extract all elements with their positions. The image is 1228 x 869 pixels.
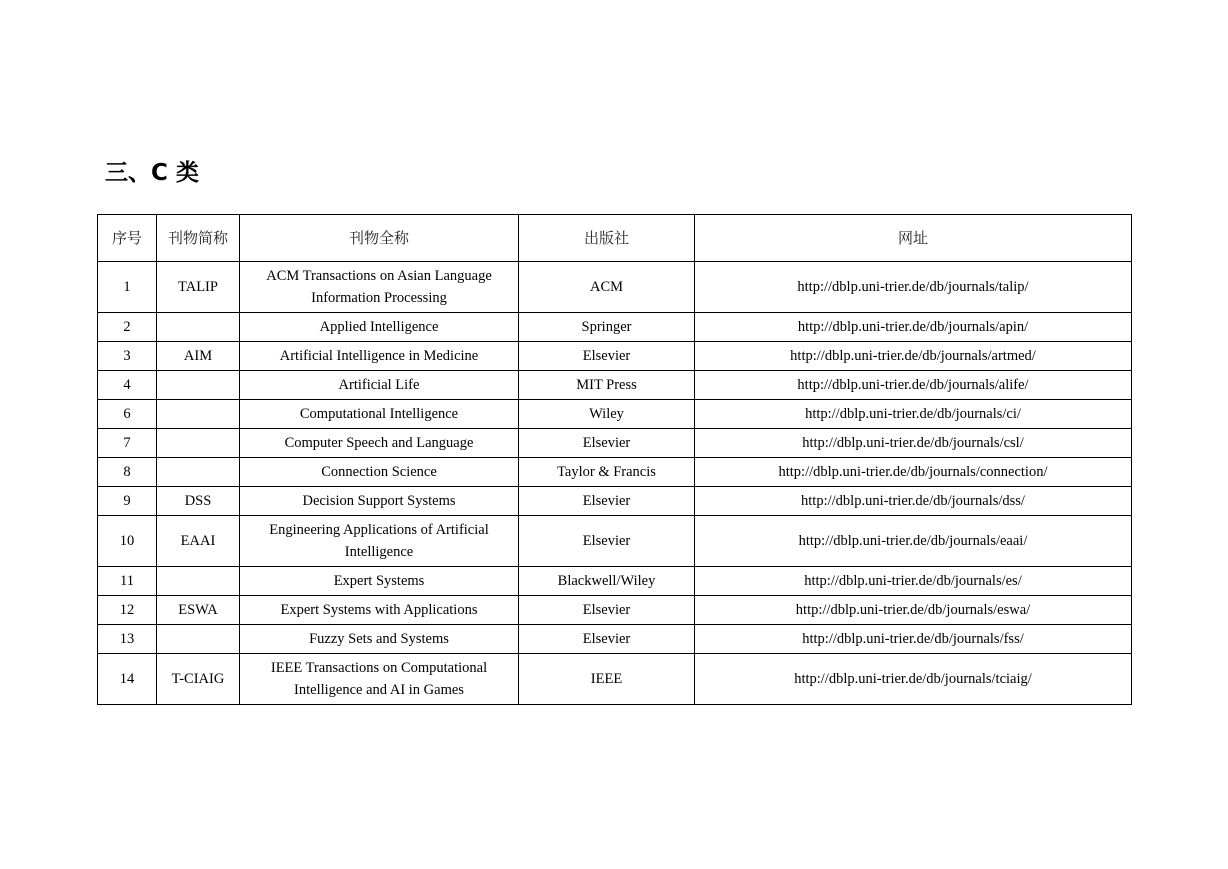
cell-no: 6: [98, 400, 157, 429]
table-body: [98, 262, 1132, 705]
cell-publisher: Springer: [519, 313, 695, 342]
cell-url: http://dblp.uni-trier.de/db/journals/csl/: [695, 429, 1132, 458]
cell-url: http://dblp.uni-trier.de/db/journals/alife/: [695, 371, 1132, 400]
cell-full-name: Expert Systems: [240, 567, 519, 596]
cell-publisher: Wiley: [519, 400, 695, 429]
cell-full-name: Artificial Life: [240, 371, 519, 400]
table-row: [98, 429, 1132, 458]
table-row: [98, 625, 1132, 654]
table-row: [98, 654, 1132, 705]
cell-full-name: Artificial Intelligence in Medicine: [240, 342, 519, 371]
cell-publisher: Taylor & Francis: [519, 458, 695, 487]
cell-no: 7: [98, 429, 157, 458]
header-abbr: 刊物简称: [157, 215, 240, 262]
cell-no: 13: [98, 625, 157, 654]
table-row: [98, 487, 1132, 516]
cell-publisher: IEEE: [519, 654, 695, 705]
cell-full-name: Connection Science: [240, 458, 519, 487]
cell-no: 2: [98, 313, 157, 342]
table-row: [98, 262, 1132, 313]
cell-url: http://dblp.uni-trier.de/db/journals/connection/: [695, 458, 1132, 487]
cell-full-name: Computer Speech and Language: [240, 429, 519, 458]
cell-abbr: [157, 400, 240, 429]
cell-no: 14: [98, 654, 157, 705]
section-title: 三、C 类: [105, 160, 199, 186]
cell-abbr: T-CIAIG: [157, 654, 240, 705]
cell-abbr: [157, 567, 240, 596]
cell-publisher: MIT Press: [519, 371, 695, 400]
cell-no: 3: [98, 342, 157, 371]
cell-abbr: EAAI: [157, 516, 240, 567]
table-row: [98, 458, 1132, 487]
cell-no: 8: [98, 458, 157, 487]
cell-no: 10: [98, 516, 157, 567]
cell-abbr: DSS: [157, 487, 240, 516]
table-row: [98, 596, 1132, 625]
cell-publisher: Elsevier: [519, 625, 695, 654]
cell-publisher: Elsevier: [519, 487, 695, 516]
cell-abbr: AIM: [157, 342, 240, 371]
cell-abbr: [157, 313, 240, 342]
cell-url: http://dblp.uni-trier.de/db/journals/dss/: [695, 487, 1132, 516]
cell-url: http://dblp.uni-trier.de/db/journals/tciaig/: [695, 654, 1132, 705]
cell-full-name: Engineering Applications of Artificial Intelligence: [240, 516, 519, 567]
cell-full-name: Applied Intelligence: [240, 313, 519, 342]
header-publisher: 出版社: [519, 215, 695, 262]
cell-no: 9: [98, 487, 157, 516]
cell-publisher: ACM: [519, 262, 695, 313]
header-full-name: 刊物全称: [240, 215, 519, 262]
cell-url: http://dblp.uni-trier.de/db/journals/apin/: [695, 313, 1132, 342]
cell-full-name: ACM Transactions on Asian Language Information Processing: [240, 262, 519, 313]
cell-abbr: [157, 429, 240, 458]
cell-publisher: Elsevier: [519, 596, 695, 625]
cell-url: http://dblp.uni-trier.de/db/journals/fss/: [695, 625, 1132, 654]
cell-url: http://dblp.uni-trier.de/db/journals/eswa/: [695, 596, 1132, 625]
cell-full-name: Computational Intelligence: [240, 400, 519, 429]
cell-full-name: Decision Support Systems: [240, 487, 519, 516]
cell-full-name: Fuzzy Sets and Systems: [240, 625, 519, 654]
cell-full-name: Expert Systems with Applications: [240, 596, 519, 625]
cell-publisher: Elsevier: [519, 342, 695, 371]
table-row: [98, 516, 1132, 567]
header-url: 网址: [695, 215, 1132, 262]
cell-publisher: Elsevier: [519, 429, 695, 458]
cell-no: 1: [98, 262, 157, 313]
cell-abbr: [157, 625, 240, 654]
journal-table: [97, 214, 1132, 705]
cell-no: 12: [98, 596, 157, 625]
cell-url: http://dblp.uni-trier.de/db/journals/artmed/: [695, 342, 1132, 371]
cell-abbr: [157, 371, 240, 400]
table-row: [98, 567, 1132, 596]
cell-no: 4: [98, 371, 157, 400]
cell-publisher: Blackwell/Wiley: [519, 567, 695, 596]
table-row: [98, 371, 1132, 400]
cell-url: http://dblp.uni-trier.de/db/journals/eaai/: [695, 516, 1132, 567]
table-row: [98, 342, 1132, 371]
cell-url: http://dblp.uni-trier.de/db/journals/es/: [695, 567, 1132, 596]
table-header-row: [98, 215, 1132, 262]
cell-full-name: IEEE Transactions on Computational Intelligence and AI in Games: [240, 654, 519, 705]
table-row: [98, 400, 1132, 429]
table-row: [98, 313, 1132, 342]
cell-no: 11: [98, 567, 157, 596]
cell-abbr: TALIP: [157, 262, 240, 313]
cell-url: http://dblp.uni-trier.de/db/journals/ci/: [695, 400, 1132, 429]
cell-url: http://dblp.uni-trier.de/db/journals/talip/: [695, 262, 1132, 313]
header-no: 序号: [98, 215, 157, 262]
cell-abbr: [157, 458, 240, 487]
cell-abbr: ESWA: [157, 596, 240, 625]
cell-publisher: Elsevier: [519, 516, 695, 567]
